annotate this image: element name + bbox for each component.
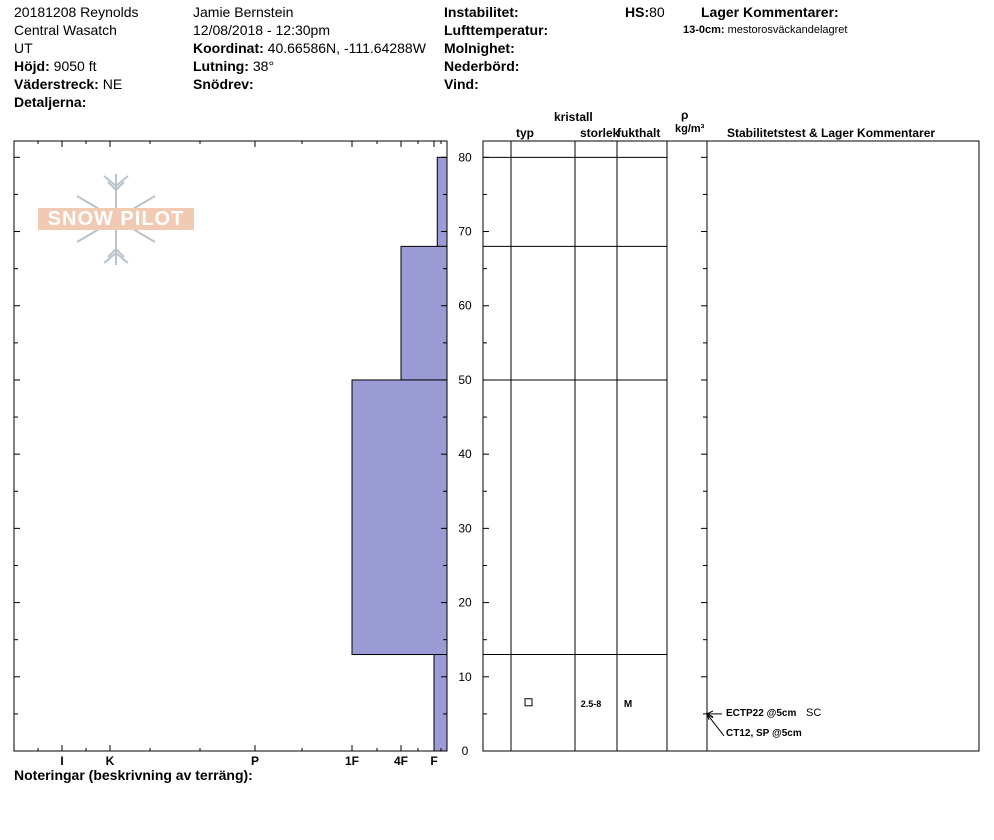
- col-stability: Stabilitetstest & Lager Kommentarer: [727, 126, 936, 140]
- grain-moisture: M: [623, 698, 633, 710]
- hardness-bar-0: [437, 157, 447, 246]
- header-range: Central Wasatch: [14, 22, 117, 38]
- header-datetime: 12/08/2018 - 12:30pm: [193, 22, 330, 38]
- x-tick-label-3: 1F: [344, 754, 360, 768]
- y-tick-label-70: 70: [458, 224, 472, 239]
- y-tick-label-60: 60: [458, 298, 472, 313]
- stability-test-0: ECTP22 @5cm: [726, 707, 797, 719]
- x-tick-label-4: 4F: [393, 754, 409, 768]
- grain-type-symbol: [525, 699, 532, 706]
- header-slope: Lutning: 38°: [193, 58, 275, 74]
- grain-table-frame: [483, 141, 979, 751]
- col-rho: ρ: [681, 108, 689, 122]
- hardness-bar-2: [352, 380, 447, 655]
- layer-comments-title: Lager Kommentarer:: [701, 4, 839, 20]
- stability-test-0-extra: SC: [806, 706, 822, 719]
- y-tick-label-30: 30: [458, 521, 472, 536]
- x-tick-label-1: K: [105, 754, 115, 768]
- y-tick-label-0: 0: [461, 744, 469, 758]
- col-fukthalt: fukthalt: [617, 126, 661, 140]
- x-tick-label-2: P: [250, 754, 260, 768]
- stability-pointer-1: [707, 714, 724, 736]
- stability-arrowhead-1: [707, 714, 713, 720]
- col-storlek: storlek: [580, 126, 620, 140]
- y-tick-label-10: 10: [458, 669, 472, 684]
- header-hs: HS:80: [625, 4, 665, 20]
- header-wind: Vind:: [444, 76, 479, 92]
- header-sky: Molnighet:: [444, 40, 515, 56]
- header-precip: Nederbörd:: [444, 58, 520, 74]
- header-instability: Instabilitet:: [444, 4, 519, 20]
- hardness-bar-3: [434, 655, 447, 751]
- header-blowing-snow: Snödrev:: [193, 76, 254, 92]
- col-density-unit: kg/m³: [675, 123, 705, 135]
- y-tick-label-40: 40: [458, 447, 472, 462]
- y-tick-label-80: 80: [458, 150, 472, 165]
- header-aspect: Väderstreck: NE: [14, 76, 123, 92]
- header-air-temp: Lufttemperatur:: [444, 22, 549, 38]
- col-typ: typ: [516, 126, 534, 140]
- notes-label: Noteringar (beskrivning av terräng):: [14, 767, 253, 783]
- hardness-bar-1: [401, 246, 447, 380]
- layer-comment: 13-0cm: mestorosväckandelagret: [683, 24, 848, 36]
- y-tick-label-20: 20: [458, 595, 472, 610]
- x-tick-label-5: F: [430, 754, 438, 768]
- col-kristall: kristall: [554, 110, 593, 124]
- grain-size: 2.5-8: [580, 698, 602, 709]
- stability-test-1: CT12, SP @5cm: [726, 727, 802, 739]
- header-details: Detaljerna:: [14, 94, 87, 110]
- y-tick-label-50: 50: [458, 372, 472, 387]
- header-state: UT: [14, 40, 33, 56]
- header-observer: Jamie Bernstein: [193, 4, 294, 20]
- logo-text: SNOW PILOT: [38, 208, 194, 230]
- x-tick-label-0: I: [60, 754, 64, 768]
- header-title: 20181208 Reynolds: [14, 4, 139, 20]
- header-coordinates: Koordinat: 40.66586N, -111.64288W: [193, 40, 426, 56]
- header-elevation: Höjd: 9050 ft: [14, 58, 97, 74]
